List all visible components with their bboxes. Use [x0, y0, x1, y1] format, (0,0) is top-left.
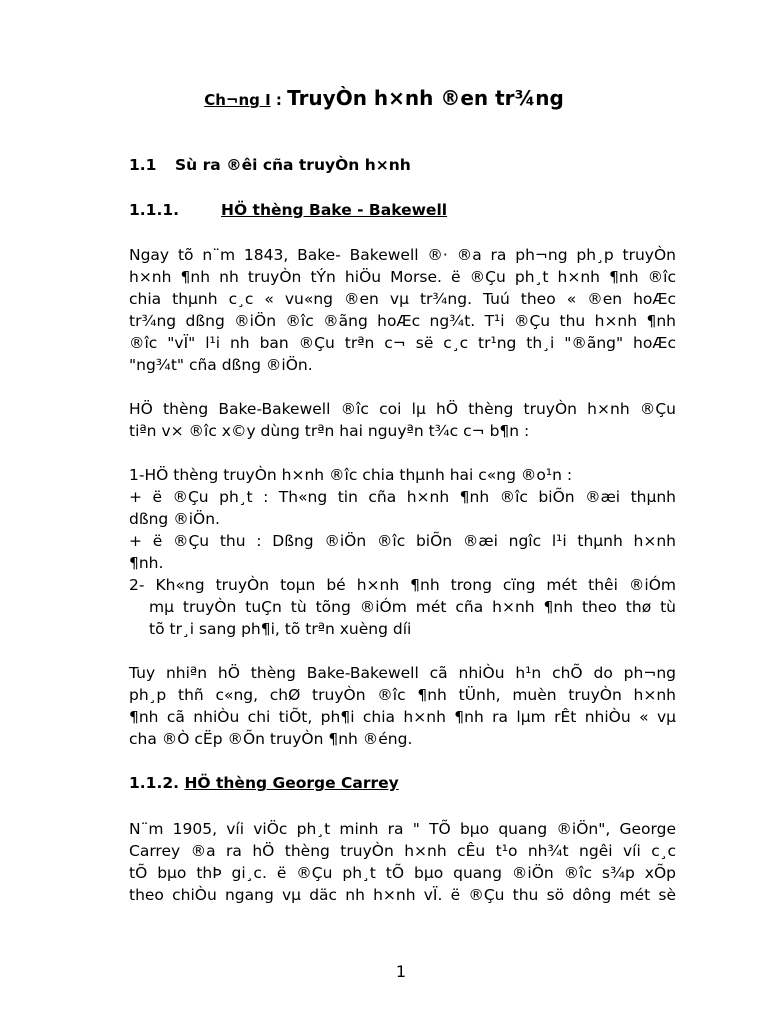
- list-item: 1-HÖ thèng truyÒn h×nh ®îc chia thµnh hai c«ng ®o¹n :: [129, 466, 573, 484]
- paragraph-3: [129, 662, 676, 750]
- text-line: Ngay tõ n¨m 1843, Bake- Bakewell ®· ®a ra ph¬ng ph¸p truyÒn: [129, 246, 676, 264]
- section-title: HÖ thèng Bake - Bakewell: [221, 201, 448, 219]
- text-line: h×nh ¶nh nh truyÒn tÝn hiÖu Morse. ë ®Çu ph¸t h×nh ¶nh ®îc: [129, 268, 676, 286]
- text-line: ph¸p thñ c«ng, chØ truyÒn ®îc ¶nh tÜnh, muèn truyÒn h×nh: [129, 686, 676, 704]
- title-separator: :: [270, 91, 288, 109]
- list-item: + ë ®Çu ph¸t : Th«ng tin cña h×nh ¶nh ®îc biÕn ®æi thµnh: [129, 488, 676, 506]
- page-number: 1: [395, 962, 407, 981]
- principles-list: [129, 464, 676, 640]
- text-line: Tuy nhiªn hÖ thèng Bake-Bakewell cã nhiÒu h¹n chÕ do ph¬ng: [129, 664, 676, 682]
- text-line: theo chiÒu ngang vµ däc nh h×nh vÏ. ë ®Çu thu sö dông mét sè: [129, 886, 676, 904]
- text-line: ®îc "vÏ" l¹i nh ban ®Çu trªn c¬ së c¸c tr¹ng th¸i "®ãng" hoÆc: [129, 334, 676, 352]
- text-line: "ng¾t" cña dßng ®iÖn.: [129, 356, 313, 374]
- text-line: tÕ bµo thÞ gi¸c. ë ®Çu ph¸t tÕ bµo quang ®iÖn ®îc s¾p xÕp: [129, 864, 676, 882]
- text-line: tiªn v× ®îc x©y dùng trªn hai nguyªn t¾c c¬ b¶n :: [129, 422, 530, 440]
- text-line: tr¾ng dßng ®iÖn ®îc ®ãng hoÆc ng¾t. T¹i ®Çu thu h×nh ¶nh: [129, 312, 676, 330]
- list-item: + ë ®Çu thu : Dßng ®iÖn ®îc biÕn ®æi ngîc l¹i thµnh h×nh: [129, 532, 676, 550]
- paragraph-4: [129, 818, 676, 906]
- chapter-main-title: TruyÒn h×nh ®en tr¾ng: [287, 86, 564, 110]
- section-heading-1-1: [129, 156, 411, 174]
- text-line: ¶nh cã nhiÒu chi tiÕt, ph¶i chia h×nh ¶nh ra lµm rÊt nhiÒu « vµ: [129, 708, 676, 726]
- list-item-continuation: dßng ®iÖn.: [129, 510, 220, 528]
- text-line: Carrey ®a ra hÖ thèng truyÒn h×nh cÊu t¹o nh¾t ngêi víi c¸c: [129, 842, 676, 860]
- list-item-continuation: mµ truyÒn tuÇn tù tõng ®iÓm mét cña h×nh ¶nh theo thø tù: [149, 598, 676, 616]
- section-number: 1.1: [129, 156, 157, 174]
- section-number: 1.1.1.: [129, 201, 180, 219]
- chapter-label: Ch¬ng I: [204, 91, 271, 109]
- list-item-continuation: tõ tr¸i sang ph¶i, tõ trªn xuèng díi: [149, 620, 412, 638]
- chapter-title: [0, 86, 768, 110]
- list-item: 2- Kh«ng truyÒn toµn bé h×nh ¶nh trong cïng mét thêi ®iÓm: [129, 576, 676, 594]
- section-title: HÖ thèng George Carrey: [184, 774, 399, 792]
- text-line: N¨m 1905, víi viÖc ph¸t minh ra " TÕ bµo quang ®iÖn", George: [129, 820, 676, 838]
- list-item-continuation: ¶nh.: [129, 554, 164, 572]
- text-line: cha ®Ò cËp ®Õn truyÒn ¶nh ®éng.: [129, 730, 413, 748]
- text-line: chia thµnh c¸c « vu«ng ®en vµ tr¾ng. Tuú theo « ®en hoÆc: [129, 290, 676, 308]
- section-heading-1-1-2: [129, 774, 399, 792]
- text-line: HÖ thèng Bake-Bakewell ®îc coi lµ hÖ thèng truyÒn h×nh ®Çu: [129, 400, 676, 418]
- paragraph-2: [129, 398, 676, 442]
- section-number: 1.1.2.: [129, 774, 180, 792]
- section-heading-1-1-1: [129, 201, 447, 219]
- section-title: Sù ra ®êi cña truyÒn h×nh: [175, 156, 411, 174]
- paragraph-1: [129, 244, 676, 376]
